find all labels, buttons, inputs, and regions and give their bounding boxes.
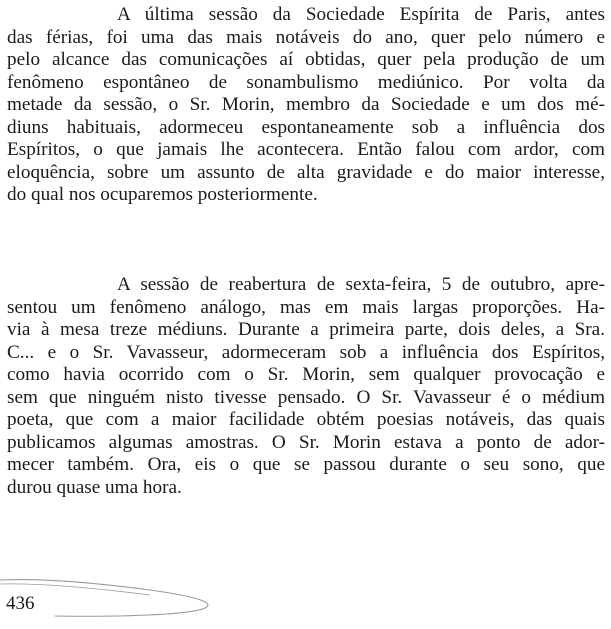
paragraph-line: Espíritos, o que jamais lhe acontecera. Então falou com ardor, com	[7, 139, 605, 160]
paragraph-line: diuns habituais, adormeceu espontaneamente sob a influência dos	[7, 116, 605, 138]
paragraph-1	[7, 4, 605, 207]
paragraph-line: A última sessão da Sociedade Espírita de Paris, antes	[117, 4, 605, 25]
paragraph-line: C... e o Sr. Vavasseur, adormeceram sob a influência dos Espíritos,	[7, 341, 605, 363]
paragraph-line: via à mesa treze médiuns. Durante a primeira parte, dois deles, a Sra.	[7, 319, 605, 340]
paragraph-line: do qual nos ocuparemos posteriormente.	[7, 184, 318, 205]
paragraph-line: publicamos algumas amostras. O Sr. Morin estava a ponto de ador-	[7, 431, 605, 453]
paragraph-line: das férias, foi uma das mais notáveis do ano, quer pelo número e	[7, 26, 605, 48]
page-number: 436	[6, 593, 35, 614]
swoosh-ornament-icon	[0, 570, 230, 620]
paragraph-line: A sessão de reabertura de sexta-feira, 5 de outubro, apre-	[117, 274, 605, 295]
paragraph-line: fenômeno espontâneo de sonambulismo mediúnico. Por volta da	[7, 71, 605, 93]
paragraph-line: poeta, que com a maior facilidade obtém poesias notáveis, das quais	[7, 409, 605, 430]
paragraph-2	[7, 274, 605, 499]
paragraph-line: durou quase uma hora.	[7, 476, 182, 498]
paragraph-line: sentou um fenômeno análogo, mas em mais largas proporções. Ha-	[7, 296, 605, 318]
paragraph-line: pelo alcance das comunicações aí obtidas, quer pela produção de um	[7, 49, 605, 70]
paragraph-line: sem que ninguém nisto tivesse pensado. O Sr. Vavasseur é o médium	[7, 386, 605, 408]
paragraph-line: mecer também. Ora, eis o que se passou durante o seu sono, que	[7, 454, 605, 475]
paragraph-line: como havia ocorrido com o Sr. Morin, sem qualquer provocação e	[7, 364, 605, 385]
paragraph-line: eloquência, sobre um assunto de alta gravidade e do maior interesse,	[7, 161, 605, 183]
paragraph-line: metade da sessão, o Sr. Morin, membro da Sociedade e um dos mé-	[7, 94, 605, 115]
